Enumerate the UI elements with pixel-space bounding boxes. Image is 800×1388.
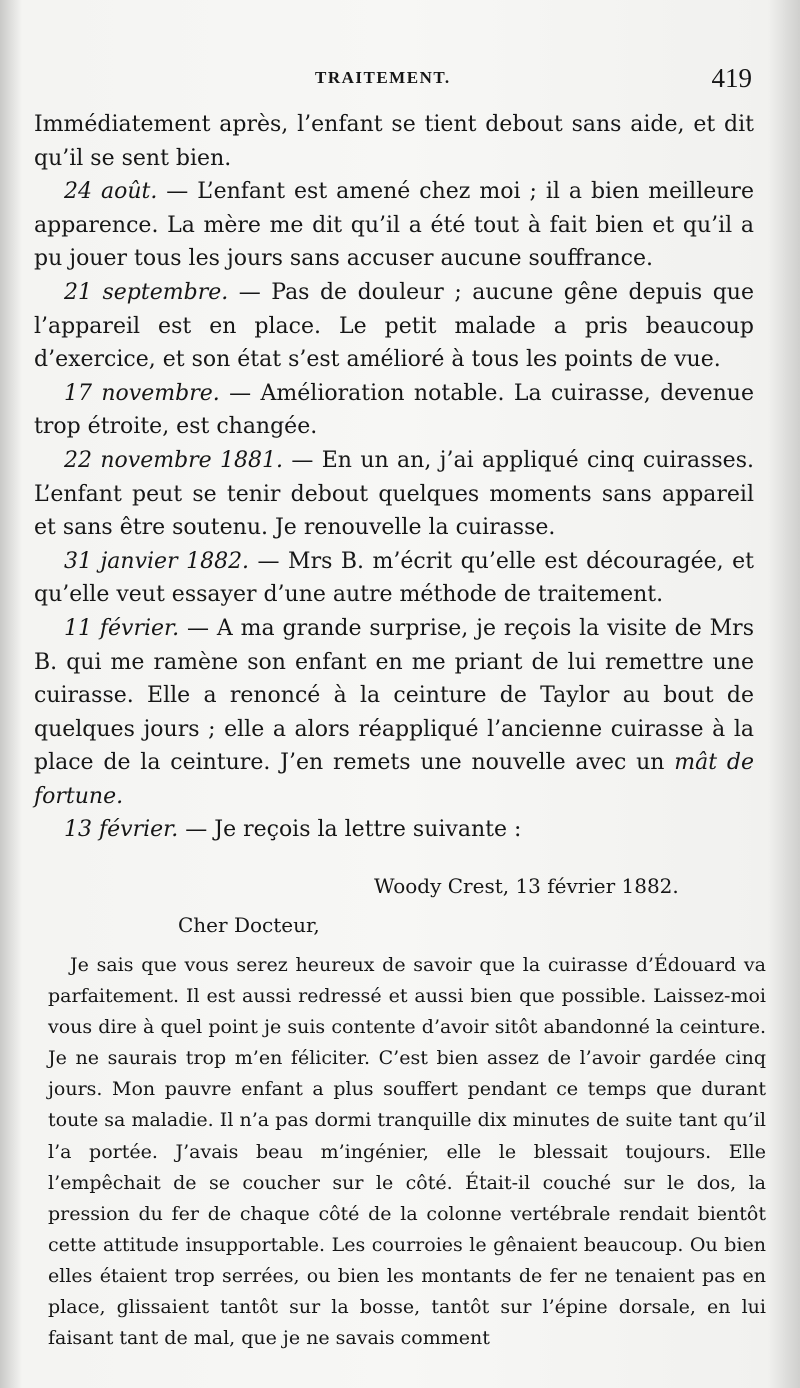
entry-date: 11 février. [64,615,180,641]
entry-date: 17 novembre. [64,380,220,406]
entry-italic-tail: mât de fortune. [34,750,754,809]
main-text [34,108,754,847]
entry-dash: — [219,380,261,406]
entry-text: Amélioration notable. La cuirasse, devenue trop étroite, est changée. [34,380,755,440]
page-header [32,64,752,98]
entry-text: En un an, j’ai appliqué cinq cuirasses. L’enfant peut se tenir debout quelques moments sans appareil et sans être soutenu. Je renouvelle la cuirasse. [34,447,754,541]
dated-entry [34,175,754,276]
entry-dash: — [228,279,272,305]
entry-date: 24 août. [64,179,158,205]
entry-dash: — [178,817,215,843]
dated-entry [34,276,754,377]
letter-place-date: Woody Crest, 13 février 1882. [374,874,679,898]
entry-date: 21 septembre. [64,279,229,305]
entry-dash: — [249,548,289,574]
dated-entry [34,813,754,847]
paragraph-text: Immédiatement après, l’enfant se tient debout sans aide, et dit qu’il se sent bien. [34,112,754,171]
page-number: 419 [711,63,752,93]
letter-body: Je sais que vous serez heureux de savoir que la cuirasse d’Édouard va parfaitement. Il est aussi redressé et aussi bien que possible. Laissez-moi vous dire à quel point je suis contente d’avoir sitôt abandonné la ceinture. Je ne saurais trop m’en féliciter. C’est bien assez de l’avoir gardée cinq jours. Mon pauvre enfant a plus souffert pendant ce temps que durant toute sa maladie. Il n’a pas dormi tranquille dix minutes de suite tant qu’il l’a portée. J’avais beau m’ingénier, elle le blessait toujours. Elle l’empêchait de se coucher sur le côté. Était-il couché sur le dos, la pression du fer de chaque côté de la colonne vertébrale rendait bientôt cette attitude insupportable. Les courroies le gênaient beaucoup. Ou bien elles étaient trop serrées, ou bien les montants de fer ne tenaient pas en place, glissaient tantôt sur la bosse, tantôt sur l’épine dorsale, en lui faisant tant de mal, que je ne savais comment [48,954,766,1350]
letter-salutation: Cher Docteur, [178,913,320,937]
entry-text: L’enfant est amené chez moi ; il a bien meilleure apparence. La mère me dit qu’il a été tout à fait bien et qu’il a pu jouer tous les jours sans accuser aucune souffrance. [34,179,754,272]
running-title: TRAITEMENT. [315,68,451,87]
paragraph [34,108,754,175]
entry-date: 22 novembre 1881. [64,447,284,473]
entry-dash: — [283,447,322,473]
entry-dash: — [179,615,217,641]
entry-dash: — [157,179,198,205]
entry-date: 31 janvier 1882. [64,548,250,574]
entry-date: 13 février. [64,817,179,843]
entry-text: Pas de douleur ; aucune gêne depuis que l’appareil est en place. Le petit malade a pris beaucoup d’exercice, et son état s’est amélioré à tous les points de vue. [34,279,754,373]
entry-text: Mrs B. m’écrit qu’elle est découragée, et qu’elle veut essayer d’une autre méthode de traitement. [34,548,754,608]
dated-entry [34,377,754,444]
entry-text: Je reçois la lettre suivante : [214,817,522,843]
dated-entry [34,612,754,814]
dated-entry [34,545,754,612]
dated-entry [34,444,754,545]
entry-text: A ma grande surprise, je reçois la visite de Mrs B. qui me ramène son enfant en me priant de lui remettre une cuirasse. Elle a renoncé à la ceinture de Taylor au bout de quelques jours ; elle a alors réappliqué l’ancienne cuirasse à la place de la ceinture. J’en remets une nouvelle avec un [34,615,754,776]
